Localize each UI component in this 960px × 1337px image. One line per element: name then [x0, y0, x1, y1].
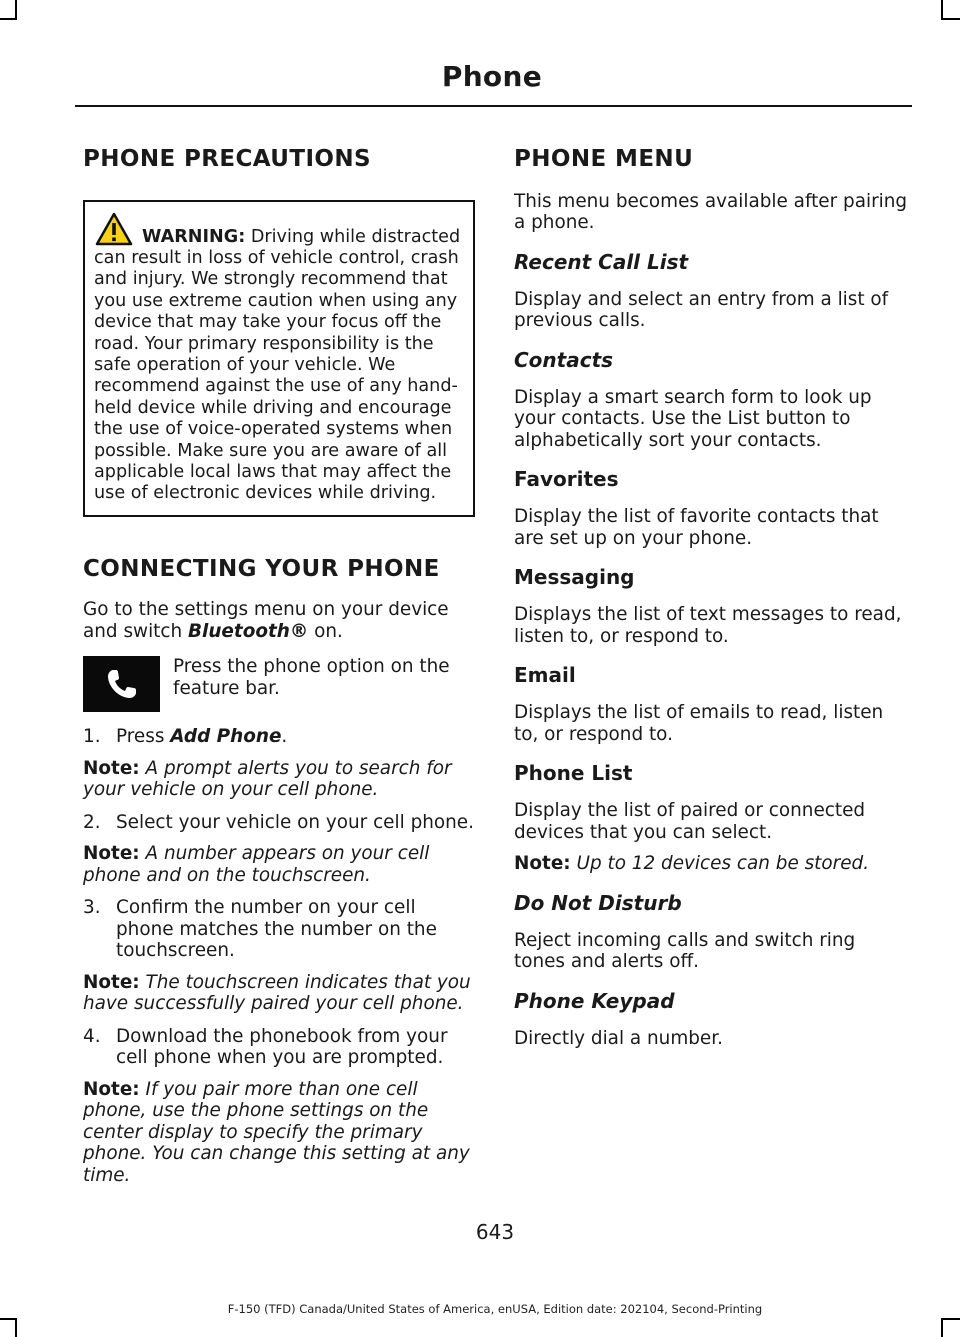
phone-list-text: Display the list of paired or connected devices that you can select. — [514, 800, 866, 843]
step-number: 2. — [83, 811, 101, 833]
phone-keypad-heading: Phone Keypad — [514, 988, 675, 1013]
add-phone-term: Add Phone — [170, 726, 282, 748]
step-item: 3. Confirm the number on your cell phone matches the number on the touchscreen. — [83, 897, 437, 962]
precautions-heading: PHONE PRECAUTIONS — [83, 146, 371, 172]
step-number: 1. — [83, 726, 101, 748]
note: Note: A prompt alerts you to search for your vehicle on your cell phone. — [83, 757, 452, 801]
warning-text: Driving while distracted can result in loss of vehicle control, crash and injury. We strongly recommend that you use extreme caution when using any device that may take your focus off the road. Your primary responsibility is the safe operation of your vehicle. We recommend against the use of any hand-held device while driving and encourage the use of voice-operated systems when possible. Make sure you are aware of all applicable local laws that may affect the use of electronic devices while driving. — [94, 226, 461, 504]
note: Note: A number appears on your cell phone and on the touchscreen. — [83, 843, 430, 886]
recent-call-list-text: Display and select an entry from a list of previous calls. — [514, 288, 889, 332]
phone-handset-icon — [104, 666, 140, 702]
do-not-disturb-heading: Do Not Disturb — [514, 890, 682, 915]
email-text: Displays the list of emails to read, listen to, or respond to. — [514, 702, 884, 745]
page-number: 643 — [475, 1220, 515, 1244]
crop-mark — [0, 1318, 17, 1320]
crop-mark — [0, 18, 17, 20]
phone-list-heading: Phone List — [514, 761, 633, 786]
phone-menu-heading: PHONE MENU — [514, 146, 694, 172]
crop-mark — [941, 1318, 943, 1337]
warning-label: WARNING: — [142, 226, 246, 247]
note: Note: The touchscreen indicates that you have successfully paired your cell phone. — [83, 971, 471, 1015]
messaging-heading: Messaging — [514, 565, 635, 590]
contacts-text: Display a smart search form to look up your contacts. Use the List button to alphabetically sort your contacts. — [514, 386, 872, 451]
phone-list-note: Note: Up to 12 devices can be stored. — [514, 853, 870, 875]
favorites-text: Display the list of favorite contacts that are set up on your phone. — [514, 506, 879, 549]
connecting-intro: Go to the settings menu on your device and switch Bluetooth® on. — [83, 599, 449, 642]
warning-box — [83, 200, 475, 517]
phone-option-text: Press the phone option on the feature bar. — [173, 656, 450, 699]
contacts-heading: Contacts — [514, 347, 614, 372]
phone-option-row — [83, 656, 475, 712]
page-title: Phone — [441, 60, 542, 93]
crop-mark — [941, 0, 943, 20]
edition-footer: F-150 (TFD) Canada/United States of America, enUSA, Edition date: 202104, Second-Printing — [227, 1302, 763, 1316]
messaging-text: Displays the list of text messages to read, listen to, or respond to. — [514, 604, 902, 647]
favorites-heading: Favorites — [514, 467, 619, 492]
do-not-disturb-text: Reject incoming calls and switch ring tones and alerts off. — [514, 929, 856, 973]
step-item: 1. Press Add Phone. — [83, 726, 288, 748]
crop-mark — [941, 18, 960, 20]
crop-mark — [941, 1318, 960, 1320]
left-column — [83, 146, 475, 1186]
crop-mark — [15, 1318, 17, 1337]
crop-mark — [15, 0, 17, 20]
warning-triangle-icon — [95, 212, 133, 246]
bluetooth-term: Bluetooth® — [188, 620, 309, 642]
email-heading: Email — [514, 663, 576, 688]
header-rule — [75, 105, 912, 107]
note: Note: If you pair more than one cell phone, use the phone settings on the center display to specify the primary phone. You can change this setting at any time. — [83, 1078, 470, 1186]
phone-feature-icon — [83, 656, 160, 712]
phone-menu-intro: This menu becomes available after pairing a phone. — [514, 190, 908, 234]
step-item: 2. Select your vehicle on your cell phone. — [83, 811, 474, 833]
step-number: 3. — [83, 897, 101, 919]
phone-keypad-text: Directly dial a number. — [514, 1027, 723, 1049]
step-number: 4. — [83, 1025, 101, 1047]
recent-call-list-heading: Recent Call List — [514, 249, 689, 274]
connecting-heading: CONNECTING YOUR PHONE — [83, 555, 440, 582]
right-column — [514, 146, 909, 1049]
step-item: 4. Download the phonebook from your cell phone when you are prompted. — [83, 1025, 448, 1069]
